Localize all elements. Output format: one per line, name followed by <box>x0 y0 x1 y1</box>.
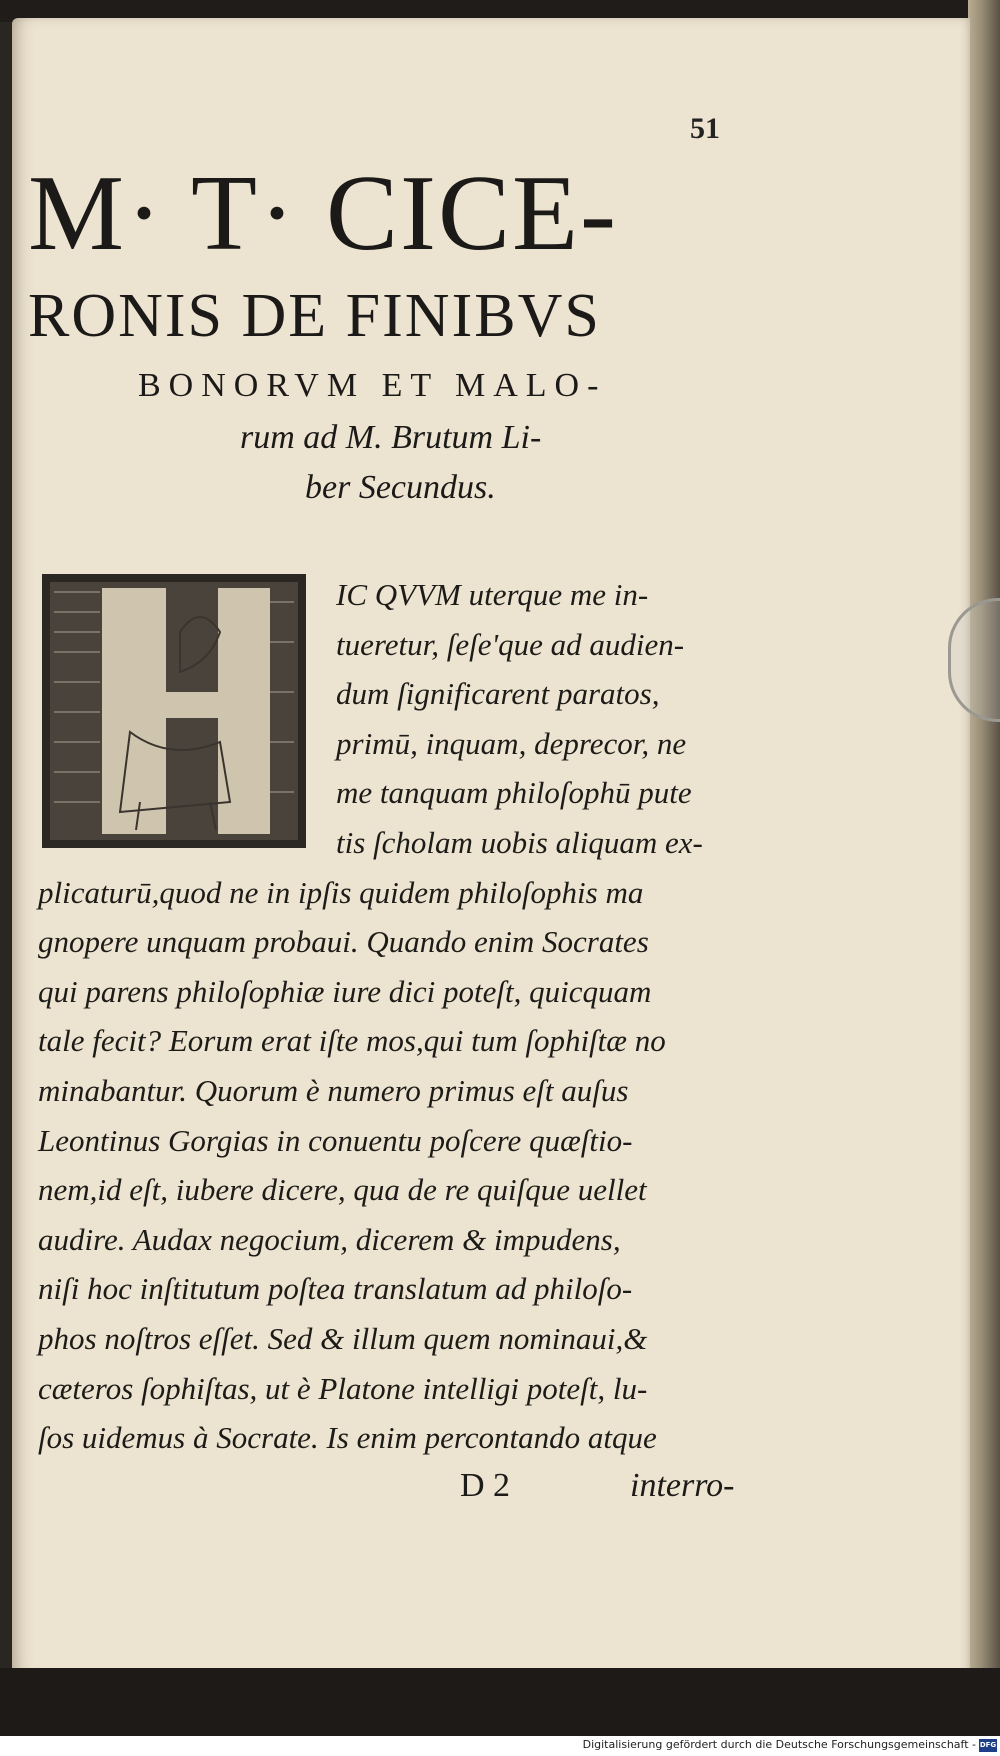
footer-credit: Digitalisierung gefördert durch die Deutsche Forschungsgemeinschaft - <box>582 1738 976 1751</box>
page-number: 51 <box>690 112 720 145</box>
body-line: phos noſtros eſſet. Sed & illum quem nominaui,& <box>38 1320 648 1356</box>
body-line: tis ſcholam uobis aliquam ex- <box>336 824 703 860</box>
footer-bar <box>0 1736 1000 1756</box>
catchwords-line <box>460 1466 780 1506</box>
dfg-logo-icon: DFG <box>979 1739 997 1752</box>
title-line-4: rum ad M. Brutum Li- <box>240 419 542 456</box>
body-line: IC QVVM uterque me in- <box>336 577 649 612</box>
body-line: Leontinus Gorgias in conuentu poſcere quæſtio- <box>38 1122 633 1158</box>
title-line-3: BONORVM ET MALO- <box>138 367 607 404</box>
title-line-5: ber Secundus. <box>305 469 496 506</box>
title-line-1: M· T· CICE- <box>28 154 618 273</box>
body-line: cæteros ſophiſtas, ut è Platone intelligi poteſt, lu- <box>38 1370 648 1406</box>
body-line: tale fecit? Eorum erat iſte mos,qui tum ſophiſtæ no <box>38 1023 666 1059</box>
body-line: audire. Audax negocium, dicerem & impudens, <box>38 1221 621 1257</box>
body-line: me tanquam philoſophū pute <box>336 775 692 811</box>
book-bottom-edge <box>0 1668 1000 1736</box>
signature-mark: D 2 <box>460 1467 511 1504</box>
catchword: interro- <box>630 1467 735 1504</box>
body-line: gnopere unquam probaui. Quando enim Socrates <box>38 924 649 960</box>
body-line: ſos uidemus à Socrate. Is enim percontando atque <box>38 1420 657 1456</box>
body-line: minabantur. Quorum è numero primus eſt auſus <box>38 1072 629 1108</box>
body-line: dum ſignificarent paratos, <box>336 676 660 712</box>
book-right-fold <box>968 0 1000 1700</box>
title-line-2: RONIS DE FINIBVS <box>28 282 601 350</box>
body-line: nem,id eſt, iubere dicere, qua de re quiſque uellet <box>38 1172 647 1208</box>
body-text <box>38 570 778 1463</box>
body-line: qui parens philoſophiæ iure dici poteſt, quicquam <box>38 973 652 1009</box>
body-line: tueretur, ſeſe'que ad audien- <box>336 626 685 662</box>
body-line: niſi hoc inſtitutum poſtea translatum ad philoſo- <box>38 1271 633 1307</box>
body-line: plicaturū,quod ne in ipſis quidem philoſophis ma <box>38 874 644 910</box>
body-line: primū, inquam, deprecor, ne <box>336 725 687 761</box>
